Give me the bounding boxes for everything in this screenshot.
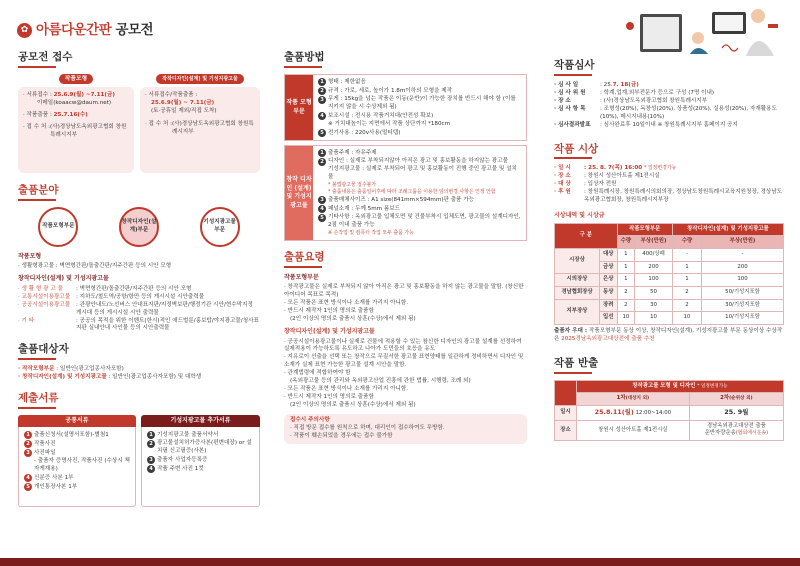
reception-design-box (140, 87, 260, 173)
guide-note-head: 접수시 주의사항 (290, 416, 330, 423)
award-note: 출품자 우대 : 작품모형부문 동상 이상, 창작디자인(설계), 기성지광고물 부문 동상이상 수상작은 2025경남옥외광고대상전에 출품 추천 (554, 328, 783, 342)
list-item: 4 작품 주변 사진 1컷 (147, 465, 254, 474)
fields-design-row: · 교통시설이용광고물 : 지하도/철도역/공항/항만 등의 게시시설 시안출력물 (18, 293, 205, 300)
fields-model-head: 작품모형 (18, 252, 42, 260)
method-model-side: 작품 모형 부문 (285, 75, 313, 141)
table-row: 금상 1 200 1 200 (555, 261, 784, 274)
fields-model-text: · 생활형광고물 : 벽면형간판/돌출간판/지주간판 등의 시안 모형 (18, 263, 172, 270)
list-item: · 창작광고물은 실제로 부착되지 않아 아직은 광고 및 홍보활동을 하지 않는 광고물을 말함. (창신한 아이디어 목표로 목적) (284, 284, 524, 299)
list-item: 3 출품매체사이즈 : A1 size(841mm×594mm)판 출품 가능 (318, 196, 521, 205)
footer-bar (0, 558, 800, 566)
table-row: 일시 25.8.11(월) 12:00~14:00 25. 9월 (555, 406, 784, 421)
method-design-block (284, 145, 527, 240)
table-row: 지부장상 장려 2 30 2 30/기성지포함 (555, 299, 784, 312)
header (0, 0, 800, 44)
reception-design-place: · 접 수 처 : (사)경상남도옥외광고협회 창원특례시지부 (145, 120, 254, 135)
docs-title: 제출서류 (18, 391, 260, 409)
reception-card-design (140, 74, 260, 173)
applicant-row: · 창작디자인(설계) 및 기성지광고물 : 일반인(광고업종사자포함) 및 대학생 (18, 374, 202, 381)
award-row: · 대 상 : 입상자 전원 (554, 181, 617, 188)
list-item: * 출품내용은 출품일이후에 따라 조례그룹을 이용한 임의변경 사항은 인정 안함 (328, 189, 496, 196)
list-item: * 불법광고물 접수불가 (328, 182, 377, 189)
table-row: 시의장상 은상 1 100 1 100 (555, 274, 784, 287)
reception-design-pill: 작작디자인(설계) 및 기성지광고물 (156, 74, 244, 84)
judging-row: · 심사결과발표 : 심사완료후 10일이내 ※ 창원특례시지부 홈페이지 공지 (554, 121, 738, 128)
fields-design-row: · 생 활 형 광 고 물 : 벽면형간판/돌출간판/지주간판 등의 시안 모형 (18, 285, 192, 292)
reception-model-period: · 서류접수 : 25.6.9(월) ~7.11(금) (23, 91, 115, 98)
field-circle-existing: 기성지광고물부문 (200, 207, 240, 247)
reception-card-model (18, 74, 134, 173)
list-item: (2인 이상의 명의로 출품시 상훈(수상)에서 제외 됨) (290, 316, 416, 323)
column-right (554, 50, 784, 441)
list-item: - 출품자 증명사진, 작품사진 (수상시 책자게재용) (34, 457, 130, 472)
list-item: (옥외광고물 등의 관리와 옥외광고산업 진흥에 관한 법률, 시행령, 조례 외) (290, 378, 471, 385)
column-left (18, 50, 260, 507)
method-title: 출품방법 (284, 50, 527, 68)
award-title: 작품 시상 (554, 142, 784, 160)
list-item: · 작품이 훼손되었을 경우에는 접수 불가함 (290, 432, 393, 439)
award-row: · 후 원 : 창원특례시장, 창원특례시의회의장, 경상남도창원특례시교육지원청장, 경상남도옥외광고협회장, 창원특례시지부장 (554, 189, 783, 204)
list-item: 5 개인통장사본 1부 (24, 483, 130, 492)
table-row: 경남협회장상 동상 2 50 2 50/기성지포함 (555, 287, 784, 300)
table-row: 시장상 대상 1 400/상패 - - (555, 248, 784, 261)
reception-design-period-label: · 서류접수/작품출품 : (145, 91, 198, 98)
fields-title: 출품분야 (18, 183, 260, 201)
docs-extra-list (141, 427, 260, 507)
reception-model-place: · 접 수 처 : (사)경상남도옥외광고협회 창원특례시지부 (23, 123, 127, 138)
list-item: 1 출품신청서(설명서포함)-별첨1 (24, 431, 130, 440)
field-circle-design: 창작디자인(설계)부문 (119, 207, 159, 247)
reception-title: 공모전 접수 (18, 50, 260, 68)
guide-title: 출품요령 (284, 250, 527, 268)
fields-design-row: · 기 타 : 공공의 목적을 위한 이벤트(한시)적인 애드벌룬/홍보탑/야지광고물/청사표지판 실내안내 사인물 등의 시안출력물 (18, 317, 259, 332)
list-item: 2 규격 : 가로, 세로, 높이가 1.8m이하의 모형을 제작 (318, 87, 521, 96)
docs-cards (18, 415, 260, 507)
applicant-row: · 작작모형부문 : 일반인(광고업종사자포함) (18, 366, 124, 373)
reception-cards (18, 74, 260, 173)
list-item: 5 전기사용 : 220v사용(멀티탭) (318, 129, 521, 138)
list-item: 2 작품사진 (24, 440, 130, 449)
list-item: · 관계법령에 적합하여야 함 (284, 370, 351, 377)
return-table: 창작광고물 모형 및 디자인 * 일정변경가능 1차(대상지 외) 2차(순위상 외) 일시 25.8.11(월) 12:00~14:00 25. 9월 장소 창원시 성산아트홀 제1전시실 경남옥외광고대상전 출품 운반자량운송(협회에서운송) (554, 380, 784, 441)
guide-model-head: 작품모형부문 (284, 273, 319, 281)
reception-model-box (18, 87, 134, 173)
handshake-icon: ✿ (17, 23, 32, 38)
reception-model-submit: · 작품출품 : 25.7.16(수) (23, 111, 88, 118)
award-row: · 일 시 : 25. 8. 7(목) 16:00 * 일정변경가능 (554, 165, 677, 172)
docs-extra-card (141, 415, 260, 507)
list-item: 1 기성지광고물 출품서약서 (147, 431, 254, 440)
list-item: 3 무게 : 15kg을 넘는 작품은 이동(운반)이 가능한 장치를 반드시 해야 함 (이를 지키지 않을 시 수상제외 됨) (318, 96, 521, 112)
list-item: 1 출품주제 : 자유주제 (318, 149, 521, 158)
docs-common-head: 공통서류 (18, 415, 136, 427)
reception-design-period-note: (토·공휴일 제외/직접 도착) (151, 107, 217, 114)
docs-common-list (18, 427, 136, 507)
list-item: · 반드시 제작자 1인의 명의로 출품함 (284, 394, 374, 401)
judging-title: 작품심사 (554, 58, 784, 76)
award-row: · 장 소 : 창원시 성산아트홀 제1전시실 (554, 173, 660, 180)
fields-design-row: · 공공시설이용광고물 : 관광안내도/노선버스 안내표지판/지정벽보판/행정기관 시안/현수막지정 게시대 등의 게시시설 시안 출력물 (18, 301, 253, 316)
docs-common-card (18, 415, 136, 507)
applicant-title: 출품대상자 (18, 342, 260, 360)
docs-extra-head: 기성지광고물 추가서류 (141, 415, 260, 427)
reception-design-period: 25.6.9(월) ~ 7.11(금) (151, 99, 215, 106)
judging-row: · 심 사 항 목 : 조형성(20%), 독창성(20%), 상품성(20%), 실용성(20%), 자재활용도(10%), 메시지내용(10%) (554, 105, 777, 120)
page-title: 아름다운간판 공모전 (36, 22, 154, 38)
list-item: 4 보조시설 : 전시용 작품거치대(안전성 확보) (318, 112, 521, 121)
method-model-block (284, 74, 527, 142)
judging-row: · 심 사 일 : 25.7. 18(금) (554, 81, 639, 88)
list-item: · 공공시설이용광고물이나 실제로 건물에 적용할 수 있는 참신한 디자인의 광고물 설계를 선정하여 실제적용이 가능하도록 유도하고 나아가 도민들의 호응을 유도 (284, 338, 522, 353)
method-design-list (313, 146, 526, 239)
list-item: · 직접 방문 접수를 원칙으로 하며, 대리인이 접수하여도 무방함. (290, 424, 445, 431)
list-item: 4 신분증 사본 1부 (24, 474, 130, 483)
list-item: 2 광고물설치허가증사본(편변대장) or 설치필 신고필증(사본) (147, 440, 254, 456)
return-title: 작품 반출 (554, 356, 784, 374)
award-table-title: 시상내역 및 시상금 (554, 212, 605, 220)
guide-design-head: 창작디자인(설계) 및 기성지광고물 (284, 328, 375, 335)
list-item: · 반드시 제작자 1인의 명의로 출품함 (284, 308, 374, 315)
list-item: · 지유로이 선출을 선택 또는 창작으로 무질서한 광고물 표현양태를 일관하게 정비하면서 디자인 및 소재가 실제 표현 가능한 광고물 설계 시안을 말함. (284, 354, 524, 369)
reception-model-pill: 작품모형 (59, 74, 93, 84)
field-circle-model: 작품모형부문 (38, 207, 78, 247)
judging-row: · 심 사 위 원 : 학계,업계,외부전문가 등으로 구성 (7명 이내) (554, 89, 715, 96)
method-model-list (313, 75, 526, 141)
award-table: 구 분 작품모형부문 창작디자인(설계) 및 기성지광고물 수량 부상(만원) 수량 부상(만원) 시장상 대상 1 400/상패 - - 금상 1 200 1 200 시의장상 은상 1 100 1 100 경남협회장상 동상 2 50 2 50/기성지포함 지부장상 장려 2 30 2 30/기성지포함 입선 10 10 10 10/기성지포함 (554, 223, 784, 325)
list-item: 3 사진파일 (24, 449, 130, 458)
table-row: 입선 10 10 10 10/기성지포함 (555, 312, 784, 325)
list-item: 3 출품자 사업자등록증 (147, 456, 254, 465)
list-item: ※ 손작업 및 컴퓨터 작업 모두 출품 가능 (328, 229, 414, 236)
fields-circles (18, 207, 260, 247)
list-item: ※ 거치대높이는 지면에서 작품 상단까지 *180cm (328, 120, 451, 127)
guide-note-box (284, 414, 527, 444)
table-row: 장소 창원시 성산아트홀 제1전시실 경남옥외광고대상전 출품 운반자량운송(협회에서운송) (555, 420, 784, 440)
list-item: · 모든 작품은 표현 방식이나 소재를 가리지 아니함. (284, 300, 409, 307)
list-item: 기성지광고물 : 실제로 부착되어 광고 및 홍보활동이 진행 중인 광고물 및 설치물 (328, 166, 517, 181)
list-item: 4 패널소재 : 두께 5mm 폼보드 (318, 205, 521, 214)
judging-row: · 장 소 : (사)경상남도옥외광고협회 창원특례시지부 (554, 97, 708, 104)
list-item: 2 디자인 : 실제로 부착되지않아 아직은 광고 및 홍보활동을 하지않는 광고물 (318, 158, 521, 166)
list-item: · 모든 작품은 표현 방식이나 소재를 가리지 아니함. (284, 386, 409, 393)
list-item: 5 기타사항 : 옥외광고물 입체도면 및 건물부착시 입체도면, 광고물의 설계디자인, 2점 이내 출품 가능 (318, 214, 521, 230)
column-middle (284, 50, 527, 444)
people-illustration-icon (618, 4, 788, 56)
list-item: (2인 이상의 명의로 출품시 상훈(수상)에서 제외 됨) (290, 402, 416, 409)
method-design-side: 창작 디자인 (설계) 및 기성지 광고물 (285, 146, 313, 239)
reception-model-email: 이메일(koaacw@daum.net) (37, 99, 112, 106)
fields-design-head: 창작디자인(설계) 및 기성지광고물 (18, 275, 109, 283)
list-item: 1 형태 : 제한없음 (318, 78, 521, 87)
